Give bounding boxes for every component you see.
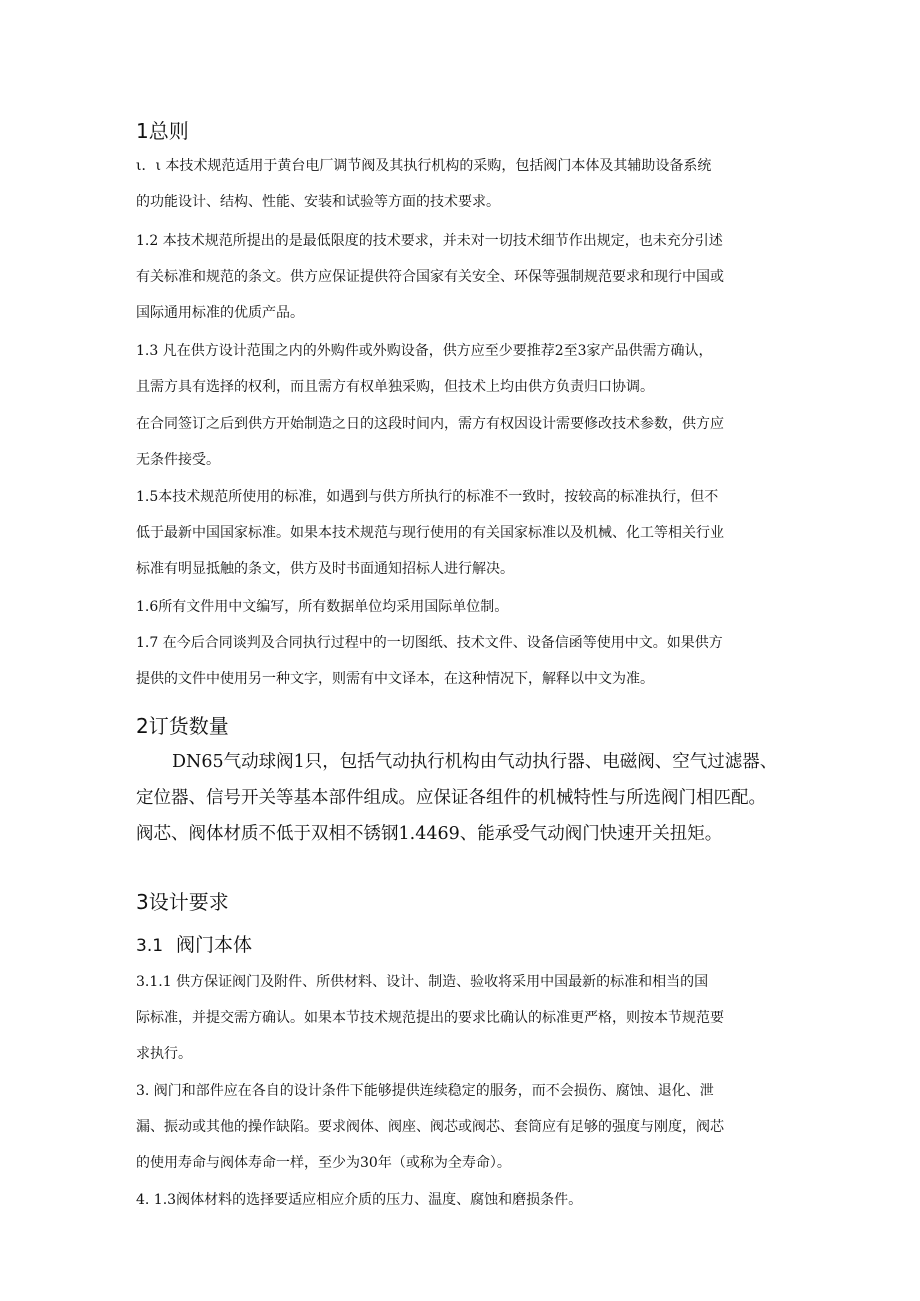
text-line: 1.5本技术规范所使用的标准，如遇到与供方所执行的标准不一致时，按较高的标准执行，但不 xyxy=(136,489,719,505)
text-line: 且需方具有选择的权利，而且需方有权单独采购，但技术上均由供方负责归口协调。 xyxy=(136,379,654,395)
text-line: 国际通用标准的优质产品。 xyxy=(136,305,304,321)
text-line: 1.2 本技术规范所提出的是最低限度的技术要求，并未对一切技术细节作出规定，也未充分引述 xyxy=(136,233,723,249)
text-line: 漏、振动或其他的操作缺陷。要求阀体、阀座、阀芯或阀芯、套筒应有足够的强度与刚度，阀芯 xyxy=(136,1119,724,1135)
text-line: 际标准，并提交需方确认。如果本节技术规范提出的要求比确认的标准更严格，则按本节规范要 xyxy=(136,1010,724,1026)
text-line: 无条件接受。 xyxy=(136,452,220,468)
subsection-title: 阀门本体 xyxy=(176,934,253,956)
paragraph-1-7 xyxy=(136,625,788,697)
text-line: 3.1.1 供方保证阀门及附件、所供材料、设计、制造、验收将采用中国最新的标准和相当的国 xyxy=(136,974,709,990)
text-line: 阀芯、阀体材质不低于双相不锈钢1.4469、能承受气动阀门快速开关扭矩。 xyxy=(136,824,723,844)
paragraph-3-1-3 xyxy=(136,1182,788,1218)
text-line: 1.3 凡在供方设计范围之内的外购件或外购设备，供方应至少要推荐2至3家产品供需方确认， xyxy=(136,343,713,359)
text-line: 1.7 在今后合同谈判及合同执行过程中的一切图纸、技术文件、设备信函等使用中文。如果供方 xyxy=(136,635,723,651)
paragraph-2-1 xyxy=(136,744,788,852)
text-line: DN65气动球阀1只，包括气动执行机构由气动执行器、电磁阀、空气过滤器、 xyxy=(172,752,778,772)
section-2-heading: 2订货数量 xyxy=(136,714,229,738)
text-line: 1.6所有文件用中文编写，所有数据单位均采用国际单位制。 xyxy=(136,599,509,615)
paragraph-1-6 xyxy=(136,589,788,625)
paragraph-1-5 xyxy=(136,479,788,587)
paragraph-1-1 xyxy=(136,148,788,220)
text-line: 的功能设计、结构、性能、安装和试验等方面的技术要求。 xyxy=(136,194,500,210)
paragraph-3-1-1 xyxy=(136,964,788,1072)
paragraph-1-4 xyxy=(136,406,788,478)
text-line: 在合同签订之后到供方开始制造之日的这段时间内，需方有权因设计需要修改技术参数，供方应 xyxy=(136,416,724,432)
text-line: 标准有明显抵触的条文，供方及时书面通知招标人进行解决。 xyxy=(136,561,514,577)
section-1-heading: 1总则 xyxy=(136,119,189,143)
text-line: 提供的文件中使用另一种文字，则需有中文译本，在这种情况下，解释以中文为准。 xyxy=(136,671,654,687)
text-line: 有关标准和规范的条文。供方应保证提供符合国家有关安全、环保等强制规范要求和现行中国或 xyxy=(136,269,724,285)
text-line: 低于最新中国国家标准。如果本技术规范与现行使用的有关国家标准以及机械、化工等相关行业 xyxy=(136,525,724,541)
paragraph-1-2 xyxy=(136,223,788,331)
text-line: 定位器、信号开关等基本部件组成。应保证各组件的机械特性与所选阀门相匹配。 xyxy=(136,788,766,808)
text-line: ι．ι 本技术规范适用于黄台电厂调节阀及其执行机构的采购，包括阀门本体及其辅助设备系统 xyxy=(136,158,712,174)
subsection-3-1-heading xyxy=(136,932,252,959)
section-3-heading: 3设计要求 xyxy=(136,890,229,914)
subsection-number: 3.1 xyxy=(136,936,164,956)
text-line: 求执行。 xyxy=(136,1046,192,1062)
paragraph-3-1-2 xyxy=(136,1073,788,1181)
text-line: 的使用寿命与阀体寿命一样，至少为30年（或称为全寿命）。 xyxy=(136,1155,511,1171)
text-line: 3. 阀门和部件应在各自的设计条件下能够提供连续稳定的服务，而不会损伤、腐蚀、退化、泄 xyxy=(136,1083,714,1099)
paragraph-1-3 xyxy=(136,333,788,405)
text-line: 4. 1.3阀体材料的选择要适应相应介质的压力、温度、腐蚀和磨损条件。 xyxy=(136,1192,583,1208)
